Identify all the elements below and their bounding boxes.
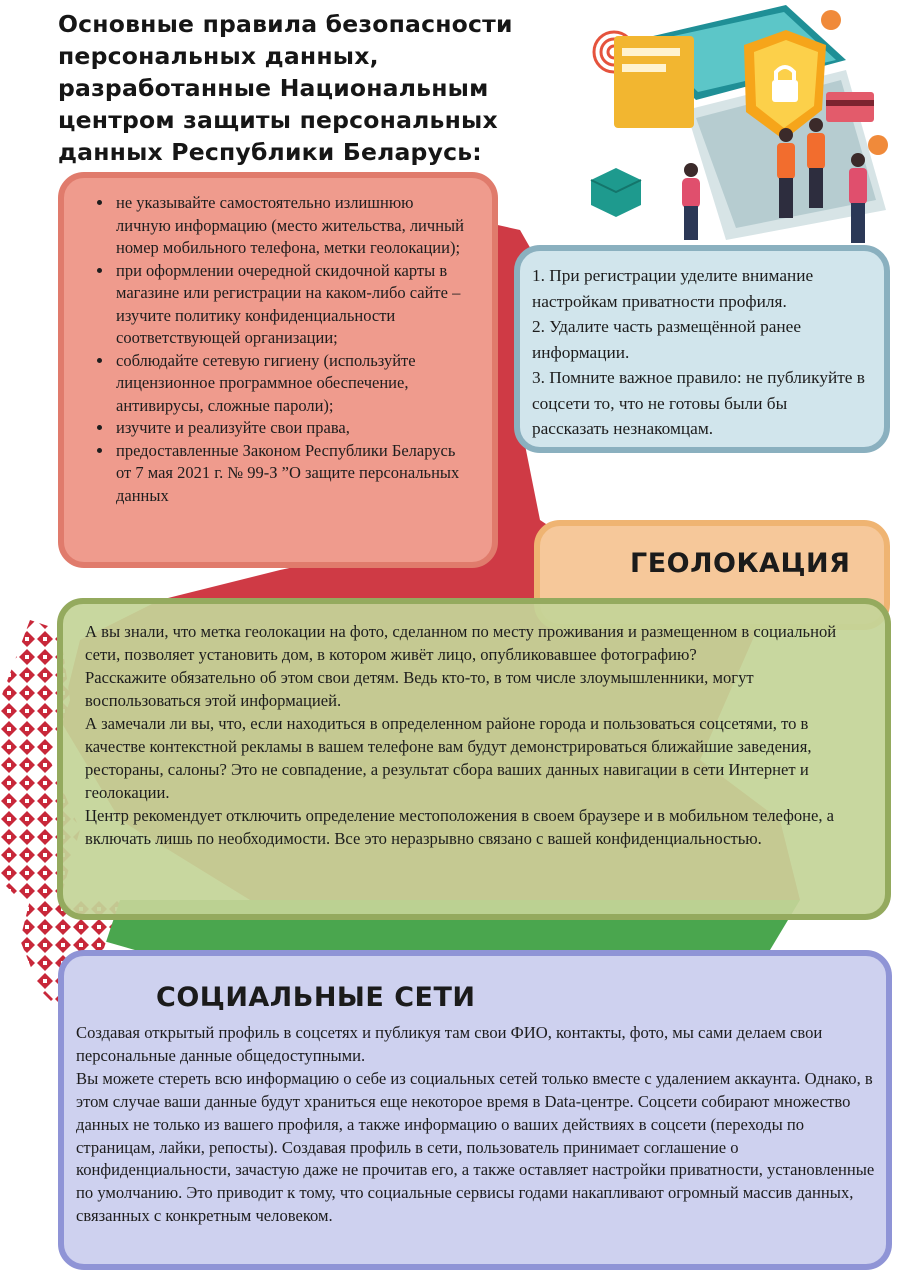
social-networks-heading: СОЦИАЛЬНЫЕ СЕТИ <box>156 982 476 1013</box>
list-item: • при оформлении очередной скидочной карты в магазине или регистрации на каком-либо сайте – изучите политику конфиденциальности соответствующей организации; <box>114 260 470 350</box>
rules-list <box>84 192 470 507</box>
geolocation-heading: ГЕОЛОКАЦИЯ <box>630 548 851 579</box>
paragraph: Создавая открытый профиль в соцсетях и публикуя там свои ФИО, контакты, фото, мы сами делаем свои персональные данные общедоступными. <box>76 1023 823 1065</box>
list-item: 1. При регистрации уделите внимание настройкам приватности профиля. <box>532 266 814 311</box>
paragraph: А замечали ли вы, что, если находиться в определенном районе города и пользоваться соцсетями, то в качестве контекстной рекламы в вашем телефоне вам будут демонстрироваться ближайшие заведения, рестораны, салоны? Это не совпадение, а результат сбора ваших данных навигации в сети Интернет и геолокации. <box>85 714 812 802</box>
tips-card <box>514 245 890 453</box>
paragraph: Вы можете стереть всю информацию о себе из социальных сетей только вместе с удалением аккаунта. Однако, в этом случае ваши данные будут храниться еще некоторое время в Data-центре. Соцсети собирают множество данных не только из вашего профиля, а также информацию о ваших действиях в соцсети (переходы по страницам, лайки, репосты). Создавая профиль в сети, пользователь принимает соглашение о конфиденциальности, зачастую даже не прочитав его, а также оставляет настройки приватности, установленные по умолчанию. Это приводит к тому, что социальные сервисы годами накапливают огромный массив данных, связанных с конкретным человеком. <box>76 1068 875 1226</box>
list-item: 2. Удалите часть размещённой ранее информации. <box>532 317 801 362</box>
tips-list <box>532 263 868 442</box>
paragraph: А вы знали, что метка геолокации на фото, сделанном по месту проживания и размещенном в социальной сети, позволяет установить дом, в котором живёт лицо, опубликовавшее фотографию? <box>85 622 837 664</box>
alert-icon <box>821 10 841 30</box>
social-networks-card <box>58 950 892 1270</box>
list-item: • соблюдайте сетевую гигиену (используйте лицензионное программное обеспечение, антивирусы, сложные пароли); <box>114 350 470 418</box>
geolocation-card <box>57 598 891 920</box>
list-item: • не указывайте самостоятельно излишнюю личную информацию (место жительства, личный номер мобильного телефона, метки геолокации); <box>114 192 470 260</box>
paragraph: Центр рекомендует отключить определение местоположения в своем браузере и в мобильном телефоне, а включать лишь по необходимости. Все это неразрывно связано с вашей конфиденциальностью. <box>85 806 835 848</box>
social-networks-text <box>76 1022 884 1228</box>
list-item: • предоставленные Законом Республики Беларусь от 7 мая 2021 г. № 99-З ”О защите персональных данных <box>114 440 470 508</box>
security-illustration <box>586 0 896 250</box>
list-item: 3. Помните важное правило: не публикуйте в соцсети то, что не готовы были бы рассказать незнакомцам. <box>532 368 865 438</box>
paragraph: Расскажите обязательно об этом свои детям. Ведь кто-то, в том числе злоумышленники, могут воспользоваться этой информацией. <box>85 668 754 710</box>
rules-card <box>58 172 498 568</box>
list-item: • изучите и реализуйте свои права, <box>114 417 470 440</box>
page-title: Основные правила безопасности персональных данных, разработанные Национальным центром защиты персональных данных Республики Беларусь: <box>58 10 513 166</box>
